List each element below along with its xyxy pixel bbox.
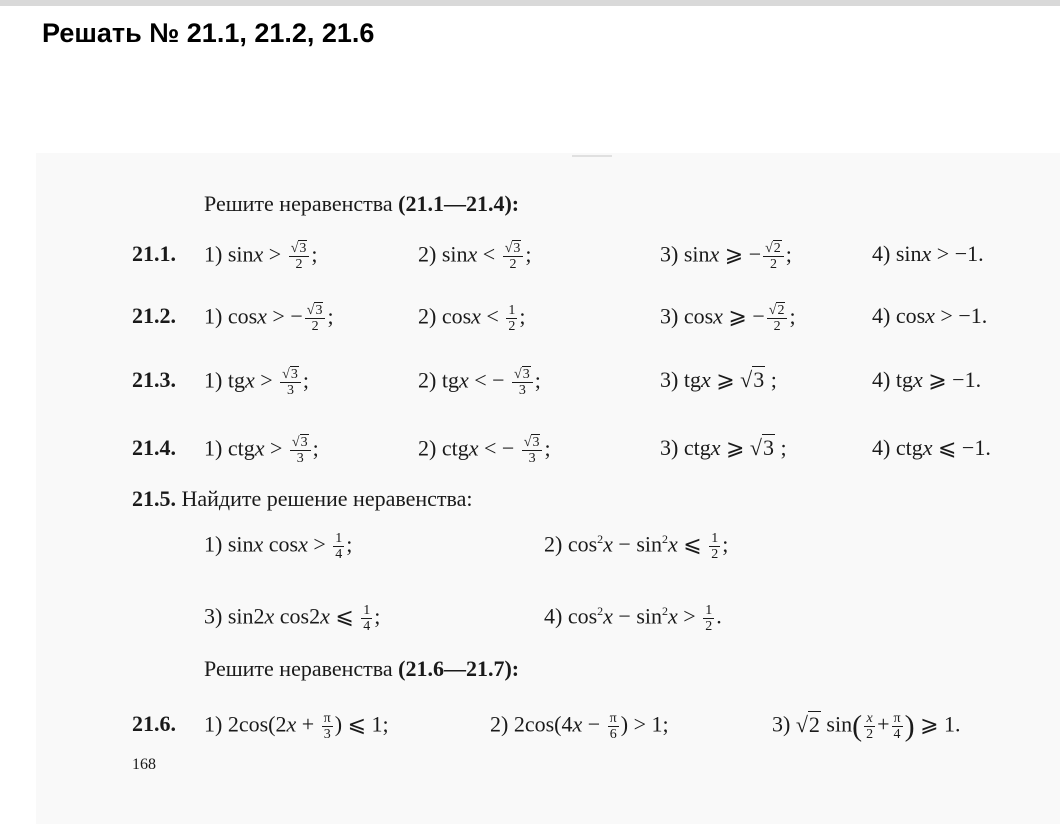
item-21-1-2: 2) sinx < $\frac{√3}{2}$ ; bbox=[418, 241, 532, 272]
item-21-2-1: 1) cosx > − $\frac{√3}{2}$ ; bbox=[204, 303, 334, 334]
problem-21-5: 21.5. Найдите решение неравенства: bbox=[132, 486, 473, 511]
item-21-3-1: 1) tgx > $\frac{√3}{3}$ ; bbox=[204, 367, 309, 398]
scan-artifact bbox=[572, 155, 612, 157]
fraction: $\frac{√3}{2}$ bbox=[289, 241, 310, 272]
textbook-scan: Решите неравенства (21.1—21.4): 21.1. 1) sinx > $\frac{√3}{2}$ ; 2) sinx < $\frac{√3}{2}$ ; 3) sinx ⩾ − $\frac{√2}{2}$ ; 4) sinx > −1. 21.2. 1) cosx > − $\frac{√3}{2}$ ; 2) cosx < $\frac{1}{2}$ ; 3) cosx ⩾ − $\frac{√2}{2}$ ; 4) cosx > −1. 21.3. 1) tgx > $\frac{√3}{3}$ ; 2) tgx < − $\frac{√3}{3}$ ; 3) tgx ⩾ √3 ; 4) tgx ⩾ −1. 21.4. 1) ctgx > $\frac{√3}{3}$ ; 2) ctgx < − $\frac{√3}{3}$ ; 3) ctgx ⩾ √3 ; 4) ctgx ⩽ −1. 21.5. Найдите решение неравенства: 1) sinx cosx > $\frac{1}{4}$ ; 2) $\cos^2x - \sin^2x$ ⩽ $\frac{1}{2}$ ; 3) sin2x cos2x ⩽ $\frac{1}{4}$ ; 4) $\cos^2x - \sin^2x$ > $\frac{1}{2}$ . Решите неравенства (21.6—21.7): 21.6. 1) 2cos(2x + $\frac{\pi}{3}$ ) ⩽ 1; 2) 2cos(4x − $\frac{\pi}{6}$ ) > 1; 3) √2 sin( $\frac{x}{2}$ + $\frac{\pi}{4}$ ) ⩾ 1. 168 bbox=[36, 153, 1060, 824]
top-border bbox=[0, 0, 1060, 6]
page-title: Решать № 21.1, 21.2, 21.6 bbox=[42, 18, 375, 48]
item-21-4-4: 4) ctgx ⩽ −1. bbox=[872, 435, 991, 460]
item-21-5-1: 1) sinx cosx > $\frac{1}{4}$ ; bbox=[204, 531, 353, 562]
page-number: 168 bbox=[132, 756, 156, 773]
item-21-2-4: 4) cosx > −1. bbox=[872, 303, 988, 328]
instruction-1: Решите неравенства (21.1—21.4): bbox=[204, 191, 520, 216]
item-21-5-2: 2) $\cos^2x - \sin^2x$ ⩽ $\frac{1}{2}$ ; bbox=[544, 531, 729, 562]
item-21-6-1: 1) 2cos(2x + $\frac{\pi}{3}$ ) ⩽ 1; bbox=[204, 711, 389, 742]
item-21-2-2: 2) cosx < $\frac{1}{2}$ ; bbox=[418, 303, 526, 334]
item-21-6-3: 3) √2 sin( $\frac{x}{2}$ + $\frac{\pi}{4}$ ) ⩾ 1. bbox=[772, 709, 961, 743]
item-21-4-2: 2) ctgx < − $\frac{√3}{3}$ ; bbox=[418, 435, 551, 466]
item-21-6-2: 2) 2cos(4x − $\frac{\pi}{6}$ ) > 1; bbox=[490, 711, 669, 742]
item-21-3-3: 3) tgx ⩾ √3 ; bbox=[660, 367, 777, 392]
item-21-5-3: 3) sin2x cos2x ⩽ $\frac{1}{4}$ ; bbox=[204, 603, 381, 634]
item-21-4-1: 1) ctgx > $\frac{√3}{3}$ ; bbox=[204, 435, 319, 466]
item-21-3-4: 4) tgx ⩾ −1. bbox=[872, 367, 982, 392]
item-21-4-3: 3) ctgx ⩾ √3 ; bbox=[660, 435, 787, 460]
item-21-3-2: 2) tgx < − $\frac{√3}{3}$ ; bbox=[418, 367, 541, 398]
instruction-2: Решите неравенства (21.6—21.7): bbox=[204, 656, 520, 681]
item-21-1-3: 3) sinx ⩾ − $\frac{√2}{2}$ ; bbox=[660, 241, 792, 272]
item-21-5-4: 4) $\cos^2x - \sin^2x$ > $\frac{1}{2}$ . bbox=[544, 603, 722, 634]
item-21-1-4: 4) sinx > −1. bbox=[872, 241, 984, 266]
item-21-1-1: 1) sinx > $\frac{√3}{2}$ ; bbox=[204, 241, 318, 272]
item-21-2-3: 3) cosx ⩾ − $\frac{√2}{2}$ ; bbox=[660, 303, 796, 334]
